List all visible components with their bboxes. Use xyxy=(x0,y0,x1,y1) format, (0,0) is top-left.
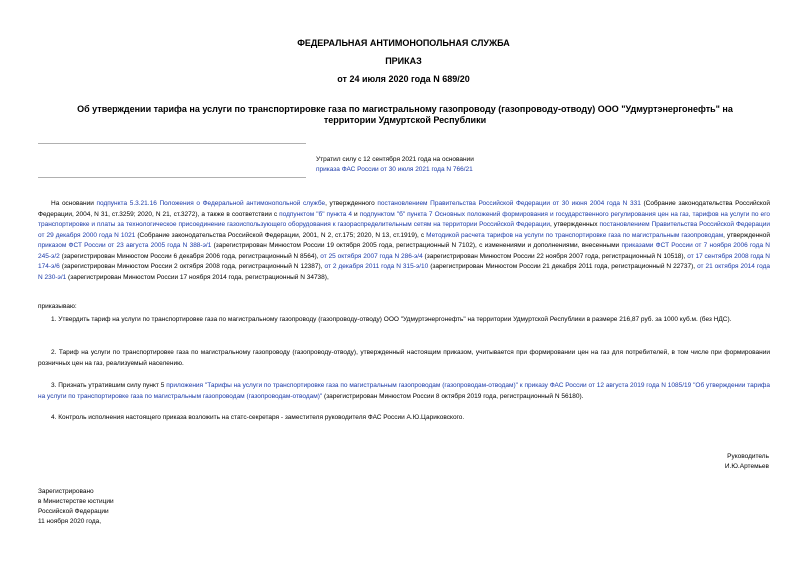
document-type: ПРИКАЗ xyxy=(385,56,422,66)
registration-block: Зарегистрировано в Министерстве юстиции Российской Федерации 11 ноября 2020 года, xyxy=(38,488,114,525)
divider-bottom xyxy=(38,177,306,178)
link-fst-order-286[interactable]: от 25 октября 2007 года N 286-э/4 xyxy=(320,252,423,260)
link-fas-order-1085[interactable]: приложения "Тарифы на услуги по транспортировке газа по магистральным газопроводам (газопроводам-отводам)" к приказу ФАС России от 12 августа 2019 года N 1085/19 "Об утверждении тарифа на услуги по транспортировке газа по магистральным газопроводам (газопроводам-отводам)" xyxy=(38,382,770,400)
document-date-number: от 24 июля 2020 года N 689/20 xyxy=(337,74,470,84)
item-4: 4. Контроль исполнения настоящего приказа возложить на статс-секретаря - заместителя руководителя ФАС России А.Ю.Цариковского. xyxy=(51,414,465,421)
link-fst-order-245[interactable]: приказами ФСТ России от 7 ноября 2006 года N 245-э/2 xyxy=(38,242,770,260)
link-gov-decree-1021[interactable]: постановлением Правительства Российской Федерации от 29 декабря 2000 года N 1021 xyxy=(38,221,770,239)
agency-name: ФЕДЕРАЛЬНАЯ АНТИМОНОПОЛЬНАЯ СЛУЖБА xyxy=(297,38,510,48)
link-tariff-methodology[interactable]: Методикой расчета тарифов на услуги по транспортировке газа по магистральным газопроводам xyxy=(426,231,724,239)
link-fst-order-174[interactable]: от 17 сентября 2008 года N 174-э/6 xyxy=(38,252,771,270)
link-basic-provisions[interactable]: подпунктом "б" пункта 7 Основных положений формирования и государственного регулирования цен на газ, тарифов на услуги по его транспортировке и платы за технологическое присоединение газоиспользующего оборудования к газораспределительным сетям на территории Российской Федерации xyxy=(38,210,770,228)
signature-block xyxy=(725,452,769,472)
item-1: 1. Утвердить тариф на услуги по транспортировке газа по магистральному газопроводу (газопроводу-отводу) ООО "Удмуртэнергонефть" на территории Удмуртской Республики в размере 216,87 руб. за 1000 куб.м. (без НДС). xyxy=(51,316,732,323)
signature-name: И.Ю.Артемьев xyxy=(724,463,769,470)
link-fas-regulation[interactable]: подпункта 5.3.21.16 Положения о Федеральной антимонопольной службе xyxy=(96,200,326,207)
item-3: 3. Признать утратившим силу пункт 5 приложения "Тарифы на услуги по транспортировке газа по магистральным газопроводам (газопроводам-отводам)" к приказу ФАС России от 12 августа 2019 года N 1085/19 "Об утверждении тарифа на услуги по транспортировке газа по магистральным газопроводам (газопроводам-отводам)" (зарегистрирован Минюстом России 8 октября 2019 года, регистрационный N 56180). xyxy=(38,382,770,400)
link-fst-order-388[interactable]: приказом ФСТ России от 23 августа 2005 года N 388-э/1 xyxy=(38,242,212,249)
document-title: Об утверждении тарифа на услуги по транспортировке газа по магистральному газопроводу (газопроводу-отводу) ООО "Удмуртэнергонефть" на территории Удмуртской Республики xyxy=(77,104,733,125)
divider-top xyxy=(38,143,306,144)
link-subpoint-4b[interactable]: подпунктом "б" пункта 4 xyxy=(279,210,352,218)
link-gov-decree-331[interactable]: постановлением Правительства Российской Федерации от 30 июня 2004 года N 331 xyxy=(377,200,641,207)
link-fst-order-230[interactable]: от 21 октября 2014 года N 230-э/1 xyxy=(38,263,770,281)
lost-force-text: Утратил силу с 12 сентября 2021 года на основании xyxy=(316,156,474,163)
signature-role: Руководитель xyxy=(727,453,769,460)
lost-force-note xyxy=(316,155,474,175)
prikazyvayu: приказываю: xyxy=(38,303,77,310)
lost-force-link[interactable]: приказа ФАС России от 30 июля 2021 года N 766/21 xyxy=(316,166,473,173)
link-fst-order-315[interactable]: от 2 декабря 2011 года N 315-э/10 xyxy=(324,263,429,270)
document-body xyxy=(38,199,770,283)
preamble-paragraph: На основании подпункта 5.3.21.16 Положения о Федеральной антимонопольной службе, утвержденного постановлением Правительства Российской Федерации от 30 июня 2004 года N 331 (Собрание законодательства Российской Федерации, 2004, N 31, ст.3259; 2020, N 21, ст.3272), а также в соответствии с подпунктом "б" пункта 4 и подпунктом "б" пункта 7 Основных положений формирования и государственного регулирования цен на газ, тарифов на услуги по его транспортировке и платы за технологическое присоединение газоиспользующего оборудования к газораспределительным сетям на территории Российской Федерации, утвержденных постановлением Правительства Российской Федерации от 29 декабря 2000 года N 1021 (Собрание законодательства Российской Федерации, 2001, N 2, ст.175; 2020, N 13, ст.1919), с Методикой расчета тарифов на услуги по транспортировке газа по магистральным газопроводам, утвержденной приказом ФСТ России от 23 августа 2005 года N 388-э/1 (зарегистрирован Минюстом России 19 октября 2005 года, регистрационный N 7102), с изменениями и дополнениями, внесенными приказами ФСТ России от 7 ноября 2006 года N 245-э/2 (зарегистрирован Минюстом России 6 декабря 2006 года, регистрационный N 8564), от 25 октября 2007 года N 286-э/4 (зарегистрирован Минюстом России 22 ноября 2007 года, регистрационный N 10518), от 17 сентября 2008 года N 174-э/6 (зарегистрирован Минюстом России 2 октября 2008 года, регистрационный N 12387), от 2 декабря 2011 года N 315-э/10 (зарегистрирован Минюстом России 21 декабря 2011 года, регистрационный N 22737), от 21 октября 2014 года N 230-э/1 (зарегистрирован Минюстом России 17 ноября 2014 года, регистрационный N 34738), xyxy=(38,200,771,281)
item-2: 2. Тариф на услуги по транспортировке газа по магистральному газопроводу (газопроводу-отводу), утвержденный настоящим приказом, учитывается при формировании цен на газ для потребителей, в том числе при формировании розничных цен на газ, реализуемый населению. xyxy=(38,349,770,367)
